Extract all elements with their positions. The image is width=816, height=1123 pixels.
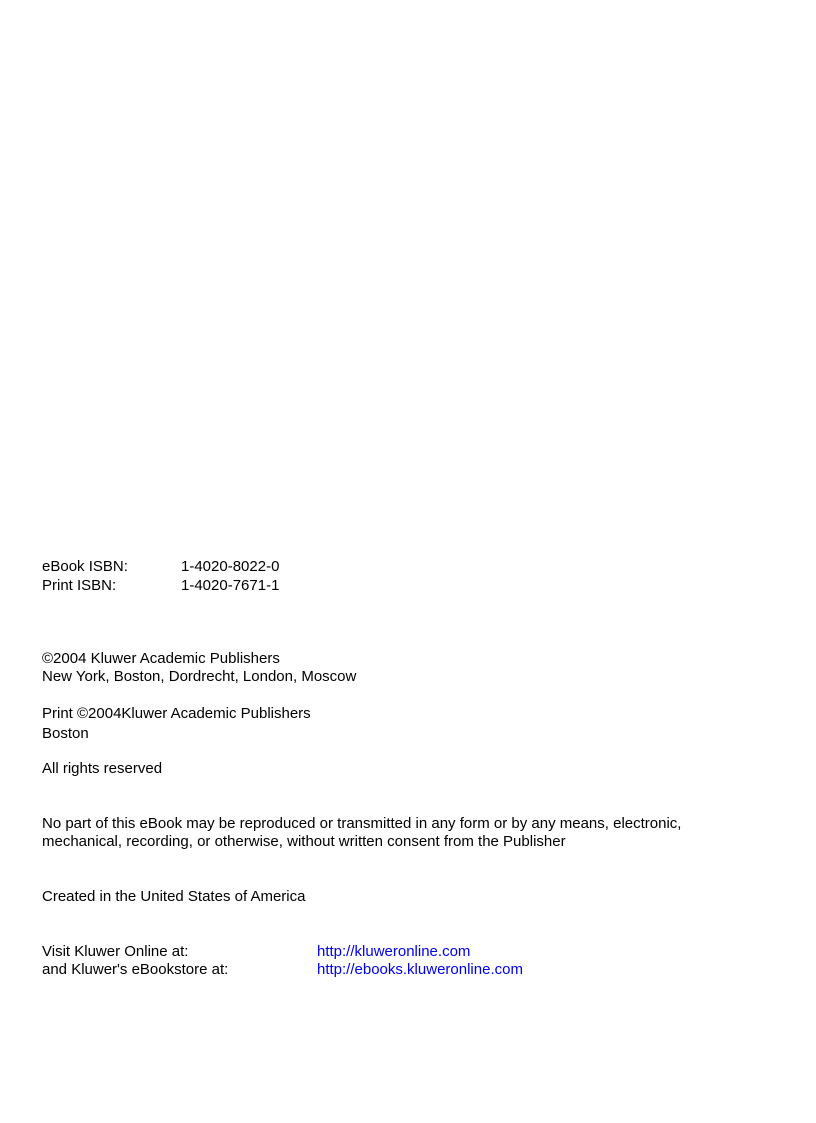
visit-online-label: Visit Kluwer Online at: [42, 943, 189, 960]
print-isbn-label: Print ISBN: [42, 577, 117, 594]
ebook-isbn-value: 1-4020-8022-0 [181, 558, 280, 575]
ebookstore-link[interactable]: http://ebooks.kluweronline.com [317, 961, 523, 978]
copyright-line: ©2004 Kluwer Academic Publishers [42, 650, 280, 667]
reproduction-notice-line2: mechanical, recording, or otherwise, without written consent from the Publisher [42, 833, 566, 850]
print-copyright-location: Boston [42, 725, 89, 742]
rights-statement: All rights reserved [42, 760, 163, 777]
publisher-locations: New York, Boston, Dordrecht, London, Moscow [42, 668, 357, 685]
ebook-isbn-label: eBook ISBN: [42, 558, 128, 575]
reproduction-notice-line1: No part of this eBook may be reproduced or transmitted in any form or by any means, electronic, [42, 815, 682, 832]
ebookstore-label: and Kluwer's eBookstore at: [42, 961, 229, 978]
created-in-statement: Created in the United States of America [42, 888, 306, 905]
print-isbn-value: 1-4020-7671-1 [181, 577, 280, 594]
print-copyright-line: Print ©2004Kluwer Academic Publishers [42, 705, 311, 722]
kluweronline-link[interactable]: http://kluweronline.com [317, 943, 471, 960]
